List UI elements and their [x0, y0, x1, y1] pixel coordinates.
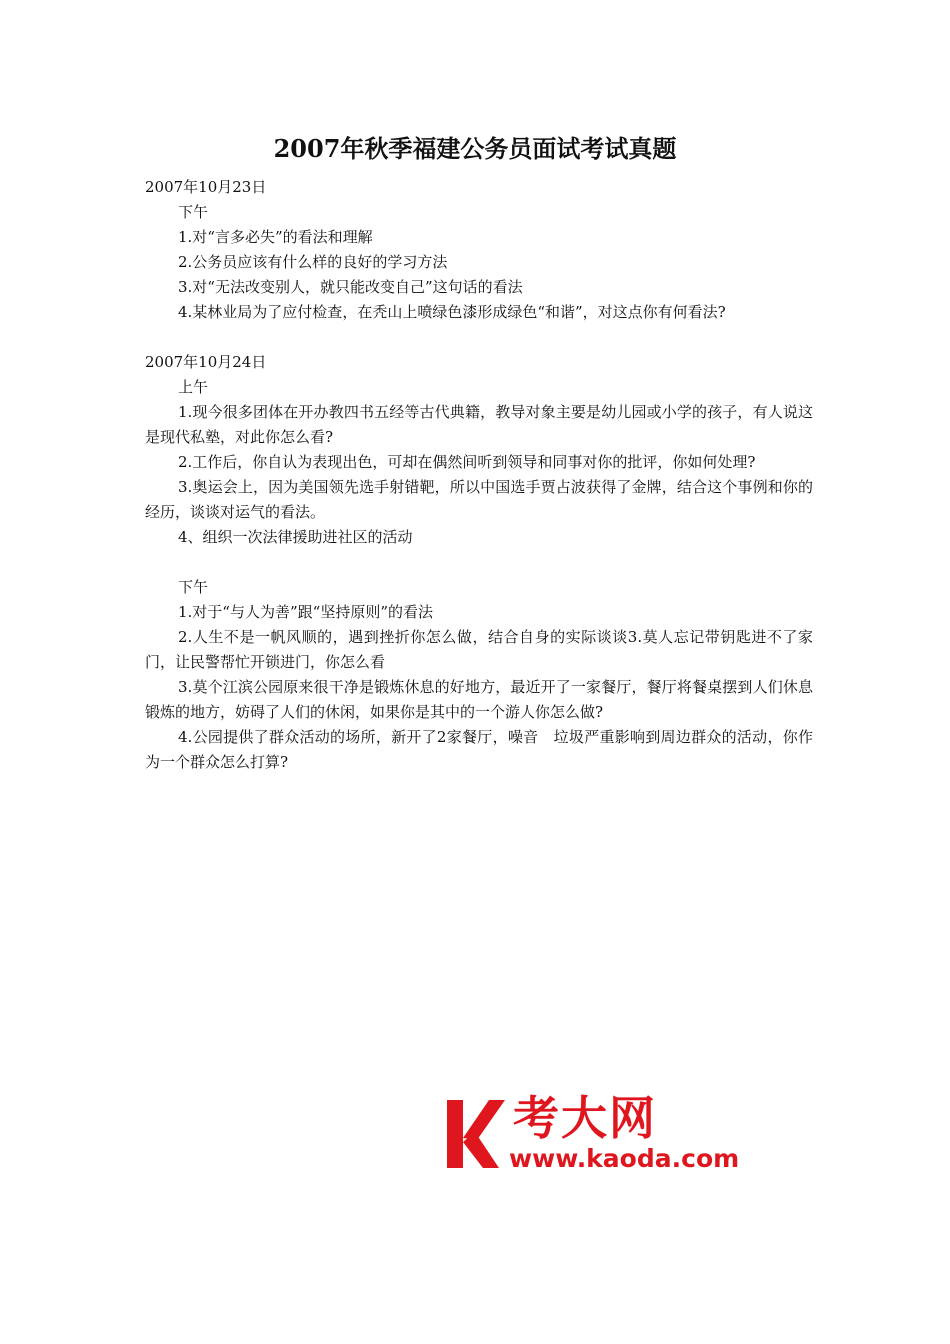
kaoda-logo: [445, 1090, 765, 1180]
document-title: 2007年秋季福建公务员面试考试真题: [273, 134, 677, 163]
question-item: 4.某林业局为了应付检查，在秃山上喷绿色漆形成绿色“和谐”，对这点你有何看法?: [178, 303, 726, 321]
question-item: 1.现今很多团体在开办教四书五经等古代典籍，教导对象主要是幼儿园或小学的孩子，有人说这是现代私塾，对此你怎么看?: [145, 403, 813, 446]
session-label-afternoon-oct23: 下午: [178, 203, 209, 221]
question-item: 3.奥运会上，因为美国领先选手射错靶，所以中国选手贾占波获得了金牌，结合这个事例和你的经历，谈谈对运气的看法。: [145, 478, 813, 521]
question-item: 4.公园提供了群众活动的场所，新开了2家餐厅，噪音 垃圾严重影响到周边群众的活动，你作为一个群众怎么打算?: [145, 728, 813, 771]
date-heading-oct23: 2007年10月23日: [145, 178, 267, 196]
question-item: 2.工作后，你自认为表现出色，可却在偶然间听到领导和同事对你的批评，你如何处理?: [178, 453, 756, 471]
kaoda-k-logo-icon: [445, 1098, 507, 1170]
question-item: 4、组织一次法律援助进社区的活动: [178, 528, 413, 546]
document-body: [145, 175, 813, 775]
question-item: 1.对“言多必失”的看法和理解: [178, 228, 373, 246]
question-item: 2.人生不是一帆风顺的，遇到挫折你怎么做，结合自身的实际谈谈3.莫人忘记带钥匙进不了家门，让民警帮忙开锁进门，你怎么看: [145, 628, 813, 671]
logo-name: 考大网: [513, 1091, 657, 1145]
question-item: 2.公务员应该有什么样的良好的学习方法: [178, 253, 448, 271]
spacer: [145, 550, 813, 575]
session-label-afternoon-oct24: 下午: [178, 578, 209, 596]
session-label-morning-oct24: 上午: [178, 378, 209, 396]
question-item: 3.莫个江滨公园原来很干净是锻炼休息的好地方，最近开了一家餐厅，餐厅将餐桌摆到人们休息锻炼的地方，妨碍了人们的休闲，如果你是其中的一个游人你怎么做?: [145, 678, 813, 721]
date-heading-oct24: 2007年10月24日: [145, 353, 267, 371]
question-item: 3.对“无法改变别人，就只能改变自己”这句话的看法: [178, 278, 523, 296]
question-item: 1.对于“与人为善”跟“坚持原则”的看法: [178, 603, 433, 621]
spacer: [145, 325, 813, 350]
logo-url: www.kaoda.com: [509, 1144, 740, 1173]
